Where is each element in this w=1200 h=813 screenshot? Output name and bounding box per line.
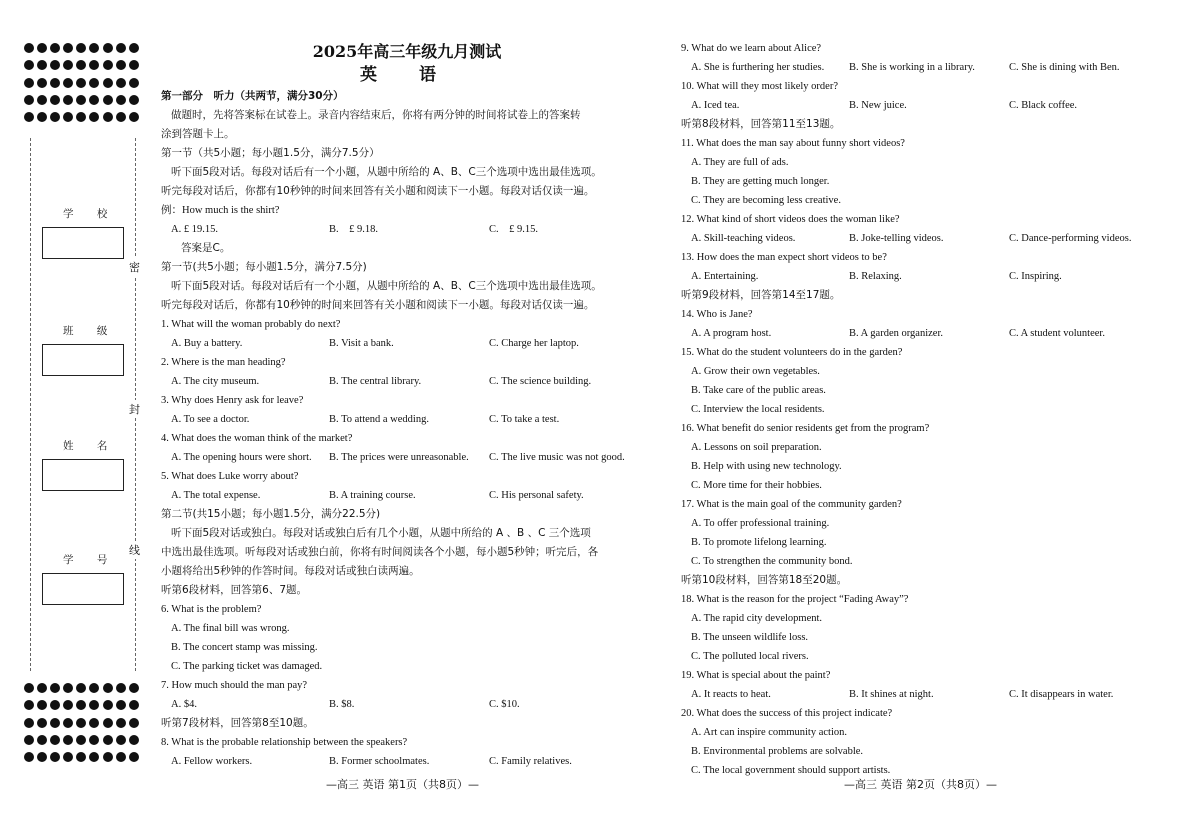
- material-heading: 听第7段材料，回答第8至10题。: [161, 717, 314, 729]
- binding-dot: [103, 112, 113, 122]
- option: C. The parking ticket was damaged.: [171, 661, 323, 672]
- binding-dot: [37, 95, 47, 105]
- page-1-column: [161, 41, 653, 771]
- question: 15. What do the student volunteers do in the garden?: [681, 347, 903, 358]
- binding-dot: [50, 752, 60, 762]
- option: B. The unseen wildlife loss.: [691, 632, 809, 643]
- binding-dot: [129, 700, 139, 710]
- binding-dot: [129, 60, 139, 70]
- option: C. It disappears in water.: [1009, 689, 1114, 700]
- binding-dot: [63, 683, 73, 693]
- binding-dot: [63, 112, 73, 122]
- binding-dot: [129, 718, 139, 728]
- binding-dot: [50, 60, 60, 70]
- example-answer: 答案是C。: [181, 242, 231, 254]
- option: C. To take a test.: [489, 414, 560, 425]
- binding-dot: [116, 718, 126, 728]
- question: 9. What do we learn about Alice?: [681, 43, 822, 54]
- option: B. The concert stamp was missing.: [171, 642, 318, 653]
- option: A. The total expense.: [171, 490, 261, 501]
- binding-dot: [89, 752, 99, 762]
- binding-dot: [24, 683, 34, 693]
- option: A. Fellow workers.: [171, 756, 253, 767]
- page-2-column: [681, 39, 1181, 780]
- binding-dot: [116, 735, 126, 745]
- part-heading: 第一部分 听力（共两节，满分30分）: [161, 90, 344, 102]
- question: 5. What does Luke worry about?: [161, 471, 299, 482]
- seal-char: 线: [129, 541, 140, 559]
- question: 12. What kind of short videos does the woman like?: [681, 214, 900, 225]
- option: C. £ 9.15.: [489, 224, 539, 235]
- options: [681, 685, 1181, 704]
- binding-dot: [129, 683, 139, 693]
- question: 6. What is the problem?: [161, 604, 262, 615]
- instruction: 中选出最佳选项。听每段对话或独白前，你将有时间阅读各个小题，每小题5秒钟；听完后，各: [161, 546, 599, 558]
- instruction: 涂到答题卡上。: [161, 128, 235, 140]
- instruction: 听下面5段对话。每段对话后有一个小题，从题中所给的 A、B、C三个选项中选出最佳选项。: [171, 166, 602, 178]
- dot-row-bottom: [24, 683, 142, 762]
- option: A. $4.: [171, 699, 197, 710]
- option: C. Inspiring.: [1009, 271, 1062, 282]
- binding-dot: [50, 718, 60, 728]
- option: C. More time for their hobbies.: [691, 480, 822, 491]
- option: C. Black coffee.: [1009, 100, 1078, 111]
- material-heading: 听第9段材料，回答第14至17题。: [681, 289, 841, 301]
- binding-dot: [24, 112, 34, 122]
- binding-dot: [63, 700, 73, 710]
- option: C. The polluted local rivers.: [691, 651, 809, 662]
- binding-dot: [116, 683, 126, 693]
- binding-dot: [63, 43, 73, 53]
- page-footer-2: —高三 英语 第2页（共8页）—: [844, 778, 997, 791]
- options: [681, 324, 1181, 343]
- option: A. The rapid city development.: [691, 613, 823, 624]
- option: B. Take care of the public areas.: [691, 385, 826, 396]
- binding-dot: [89, 735, 99, 745]
- option: A. Lessons on soil preparation.: [691, 442, 822, 453]
- binding-dot: [63, 95, 73, 105]
- binding-dot: [89, 95, 99, 105]
- option: C. A student volunteer.: [1009, 328, 1105, 339]
- question: 10. What will they most likely order?: [681, 81, 838, 92]
- option: B. Former schoolmates.: [329, 756, 430, 767]
- binding-dot: [76, 683, 86, 693]
- binding-dot: [37, 60, 47, 70]
- option: B. £ 9.18.: [329, 224, 379, 235]
- binding-dot: [116, 60, 126, 70]
- binding-dot: [24, 752, 34, 762]
- option: B. To attend a wedding.: [329, 414, 429, 425]
- page-footer-1: —高三 英语 第1页（共8页）—: [326, 778, 479, 791]
- binding-dot: [76, 43, 86, 53]
- binding-dot: [129, 43, 139, 53]
- class-label: 班 级: [63, 325, 118, 337]
- option: A. The final bill was wrong.: [171, 623, 290, 634]
- exam-title: 2025年高三年级九月测试: [312, 42, 502, 61]
- binding-dot: [63, 735, 73, 745]
- binding-dot: [89, 683, 99, 693]
- binding-dot: [76, 752, 86, 762]
- subject-title: 英 语: [360, 65, 454, 85]
- binding-dot: [50, 78, 60, 88]
- question: 11. What does the man say about funny short videos?: [681, 138, 905, 149]
- binding-dot: [24, 43, 34, 53]
- option: A. A program host.: [691, 328, 772, 339]
- option: A. Art can inspire community action.: [691, 727, 848, 738]
- school-box[interactable]: [42, 227, 124, 259]
- binding-dot: [103, 718, 113, 728]
- binding-dot: [37, 683, 47, 693]
- option: A. Entertaining.: [691, 271, 759, 282]
- binding-dot: [24, 60, 34, 70]
- section-heading: 第一节（共5小题；每小题1.5分，满分7.5分）: [161, 147, 380, 159]
- options: [161, 448, 653, 467]
- option: B. She is working in a library.: [849, 62, 975, 73]
- binding-dot: [63, 78, 73, 88]
- option: B. Help with using new technology.: [691, 461, 842, 472]
- binding-dot: [50, 700, 60, 710]
- binding-dot: [76, 735, 86, 745]
- options: [161, 410, 653, 429]
- options: [161, 486, 653, 505]
- option: A. She is furthering her studies.: [691, 62, 825, 73]
- option: A. It reacts to heat.: [691, 689, 771, 700]
- option: B. The central library.: [329, 376, 422, 387]
- binding-dot: [63, 60, 73, 70]
- options: [681, 229, 1181, 248]
- school-label: 学 校: [63, 208, 118, 220]
- question: 4. What does the woman think of the market?: [161, 433, 353, 444]
- options: [681, 267, 1181, 286]
- material-heading: 听第10段材料，回答第18至20题。: [681, 574, 848, 586]
- options: [161, 334, 653, 353]
- binding-dot: [103, 43, 113, 53]
- dashed-line-left: [30, 138, 31, 671]
- material-heading: 听第8段材料，回答第11至13题。: [681, 118, 841, 130]
- binding-dot: [103, 60, 113, 70]
- binding-dot: [24, 95, 34, 105]
- binding-dot: [76, 78, 86, 88]
- option: A. Buy a battery.: [171, 338, 243, 349]
- options: [681, 96, 1181, 115]
- binding-dot: [76, 700, 86, 710]
- dot-row-top: [24, 43, 142, 122]
- binding-dot: [89, 718, 99, 728]
- question: 19. What is special about the paint?: [681, 670, 831, 681]
- option: A. They are full of ads.: [691, 157, 789, 168]
- material-heading: 听第6段材料，回答第6、7题。: [161, 584, 308, 596]
- binding-strip: [0, 0, 160, 813]
- option: A. £ 19.15.: [171, 224, 218, 235]
- binding-dot: [129, 78, 139, 88]
- option: C. The live music was not good.: [489, 452, 625, 463]
- binding-dot: [37, 112, 47, 122]
- binding-dot: [63, 718, 73, 728]
- binding-dot: [37, 700, 47, 710]
- option: A. Iced tea.: [691, 100, 740, 111]
- instruction: 听完每段对话后，你都有10秒钟的时间来回答有关小题和阅读下一小题。每段对话仅读一遍。: [161, 299, 595, 311]
- binding-dot: [50, 735, 60, 745]
- question: 18. What is the reason for the project “Fading Away”?: [681, 594, 909, 605]
- option: B. $8.: [329, 699, 355, 710]
- name-box[interactable]: [42, 459, 124, 491]
- binding-dot: [116, 78, 126, 88]
- option: B. To promote lifelong learning.: [691, 537, 827, 548]
- student-id-label: 学 号: [63, 554, 118, 566]
- example-question: 例：How much is the shirt?: [161, 205, 280, 216]
- binding-dot: [37, 752, 47, 762]
- binding-dot: [89, 700, 99, 710]
- option: A. Grow their own vegetables.: [691, 366, 820, 377]
- binding-dot: [24, 78, 34, 88]
- question: 17. What is the main goal of the community garden?: [681, 499, 902, 510]
- option: B. The prices were unreasonable.: [329, 452, 469, 463]
- student-id-box[interactable]: [42, 573, 124, 605]
- options: [681, 58, 1181, 77]
- seal-char: 密: [129, 258, 140, 276]
- binding-dot: [103, 95, 113, 105]
- binding-dot: [116, 112, 126, 122]
- binding-dot: [129, 95, 139, 105]
- option: C. To strengthen the community bond.: [691, 556, 853, 567]
- binding-dot: [116, 752, 126, 762]
- option: C. Charge her laptop.: [489, 338, 579, 349]
- binding-dot: [37, 735, 47, 745]
- section-heading: 第一节(共5小题；每小题1.5分，满分7.5分): [161, 261, 367, 273]
- binding-dot: [24, 700, 34, 710]
- binding-dot: [103, 735, 113, 745]
- binding-dot: [50, 43, 60, 53]
- instruction: 听完每段对话后，你都有10秒钟的时间来回答有关小题和阅读下一小题。每段对话仅读一遍。: [161, 185, 595, 197]
- option: C. She is dining with Ben.: [1009, 62, 1120, 73]
- binding-dot: [116, 700, 126, 710]
- section-heading: 第二节(共15小题；每小题1.5分，满分22.5分): [161, 508, 381, 520]
- instruction: 小题将给出5秒钟的作答时间。每段对话或独白读两遍。: [161, 565, 420, 577]
- binding-dot: [63, 752, 73, 762]
- binding-dot: [37, 43, 47, 53]
- question: 1. What will the woman probably do next?: [161, 319, 341, 330]
- option: C. His personal safety.: [489, 490, 584, 501]
- binding-dot: [103, 700, 113, 710]
- binding-dot: [50, 112, 60, 122]
- class-box[interactable]: [42, 344, 124, 376]
- binding-dot: [37, 718, 47, 728]
- option: B. New juice.: [849, 100, 907, 111]
- options: [161, 752, 653, 771]
- options: [161, 372, 653, 391]
- option: C. $10.: [489, 699, 520, 710]
- question: 13. How does the man expect short videos to be?: [681, 252, 887, 263]
- binding-dot: [129, 735, 139, 745]
- question: 2. Where is the man heading?: [161, 357, 286, 368]
- name-label: 姓 名: [63, 440, 118, 452]
- binding-dot: [89, 112, 99, 122]
- binding-dot: [76, 112, 86, 122]
- option: A. Skill-teaching videos.: [691, 233, 796, 244]
- option: C. Family relatives.: [489, 756, 572, 767]
- binding-dot: [24, 718, 34, 728]
- binding-dot: [76, 60, 86, 70]
- option: B. They are getting much longer.: [691, 176, 830, 187]
- example-options: [161, 220, 653, 239]
- binding-dot: [116, 43, 126, 53]
- option: B. It shines at night.: [849, 689, 934, 700]
- option: B. Environmental problems are solvable.: [691, 746, 864, 757]
- options: [161, 695, 653, 714]
- binding-dot: [50, 95, 60, 105]
- question: 16. What benefit do senior residents get from the program?: [681, 423, 930, 434]
- option: A. The city museum.: [171, 376, 260, 387]
- binding-dot: [103, 78, 113, 88]
- instruction: 听下面5段对话。每段对话后有一个小题，从题中所给的 A、B、C三个选项中选出最佳选项。: [171, 280, 602, 292]
- question: 8. What is the probable relationship between the speakers?: [161, 737, 408, 748]
- binding-dot: [37, 78, 47, 88]
- binding-dot: [116, 95, 126, 105]
- question: 3. Why does Henry ask for leave?: [161, 395, 304, 406]
- option: B. A garden organizer.: [849, 328, 943, 339]
- question: 14. Who is Jane?: [681, 309, 753, 320]
- option: B. Visit a bank.: [329, 338, 394, 349]
- seal-char: 封: [129, 400, 140, 418]
- binding-dot: [89, 60, 99, 70]
- option: B. Relaxing.: [849, 271, 902, 282]
- option: B. A training course.: [329, 490, 416, 501]
- binding-dot: [103, 752, 113, 762]
- option: C. Dance-performing videos.: [1009, 233, 1132, 244]
- option: C. The local government should support artists.: [691, 765, 891, 776]
- question: 7. How much should the man pay?: [161, 680, 308, 691]
- binding-dot: [50, 683, 60, 693]
- binding-dot: [76, 95, 86, 105]
- option: A. To offer professional training.: [691, 518, 830, 529]
- binding-dot: [76, 718, 86, 728]
- instruction: 做题时，先将答案标在试卷上。录音内容结束后，你将有两分钟的时间将试卷上的答案转: [171, 109, 581, 121]
- option: C. Interview the local residents.: [691, 404, 825, 415]
- option: A. To see a doctor.: [171, 414, 250, 425]
- instruction: 听下面5段对话或独白。每段对话或独白后有几个小题，从题中所给的 A 、B 、C 三个选项: [171, 527, 591, 539]
- binding-dot: [24, 735, 34, 745]
- binding-dot: [129, 752, 139, 762]
- option: C. The science building.: [489, 376, 592, 387]
- option: B. Joke-telling videos.: [849, 233, 944, 244]
- option: A. The opening hours were short.: [171, 452, 312, 463]
- binding-dot: [89, 43, 99, 53]
- binding-dot: [129, 112, 139, 122]
- binding-dot: [103, 683, 113, 693]
- option: C. They are becoming less creative.: [691, 195, 841, 206]
- question: 20. What does the success of this project indicate?: [681, 708, 893, 719]
- binding-dot: [89, 78, 99, 88]
